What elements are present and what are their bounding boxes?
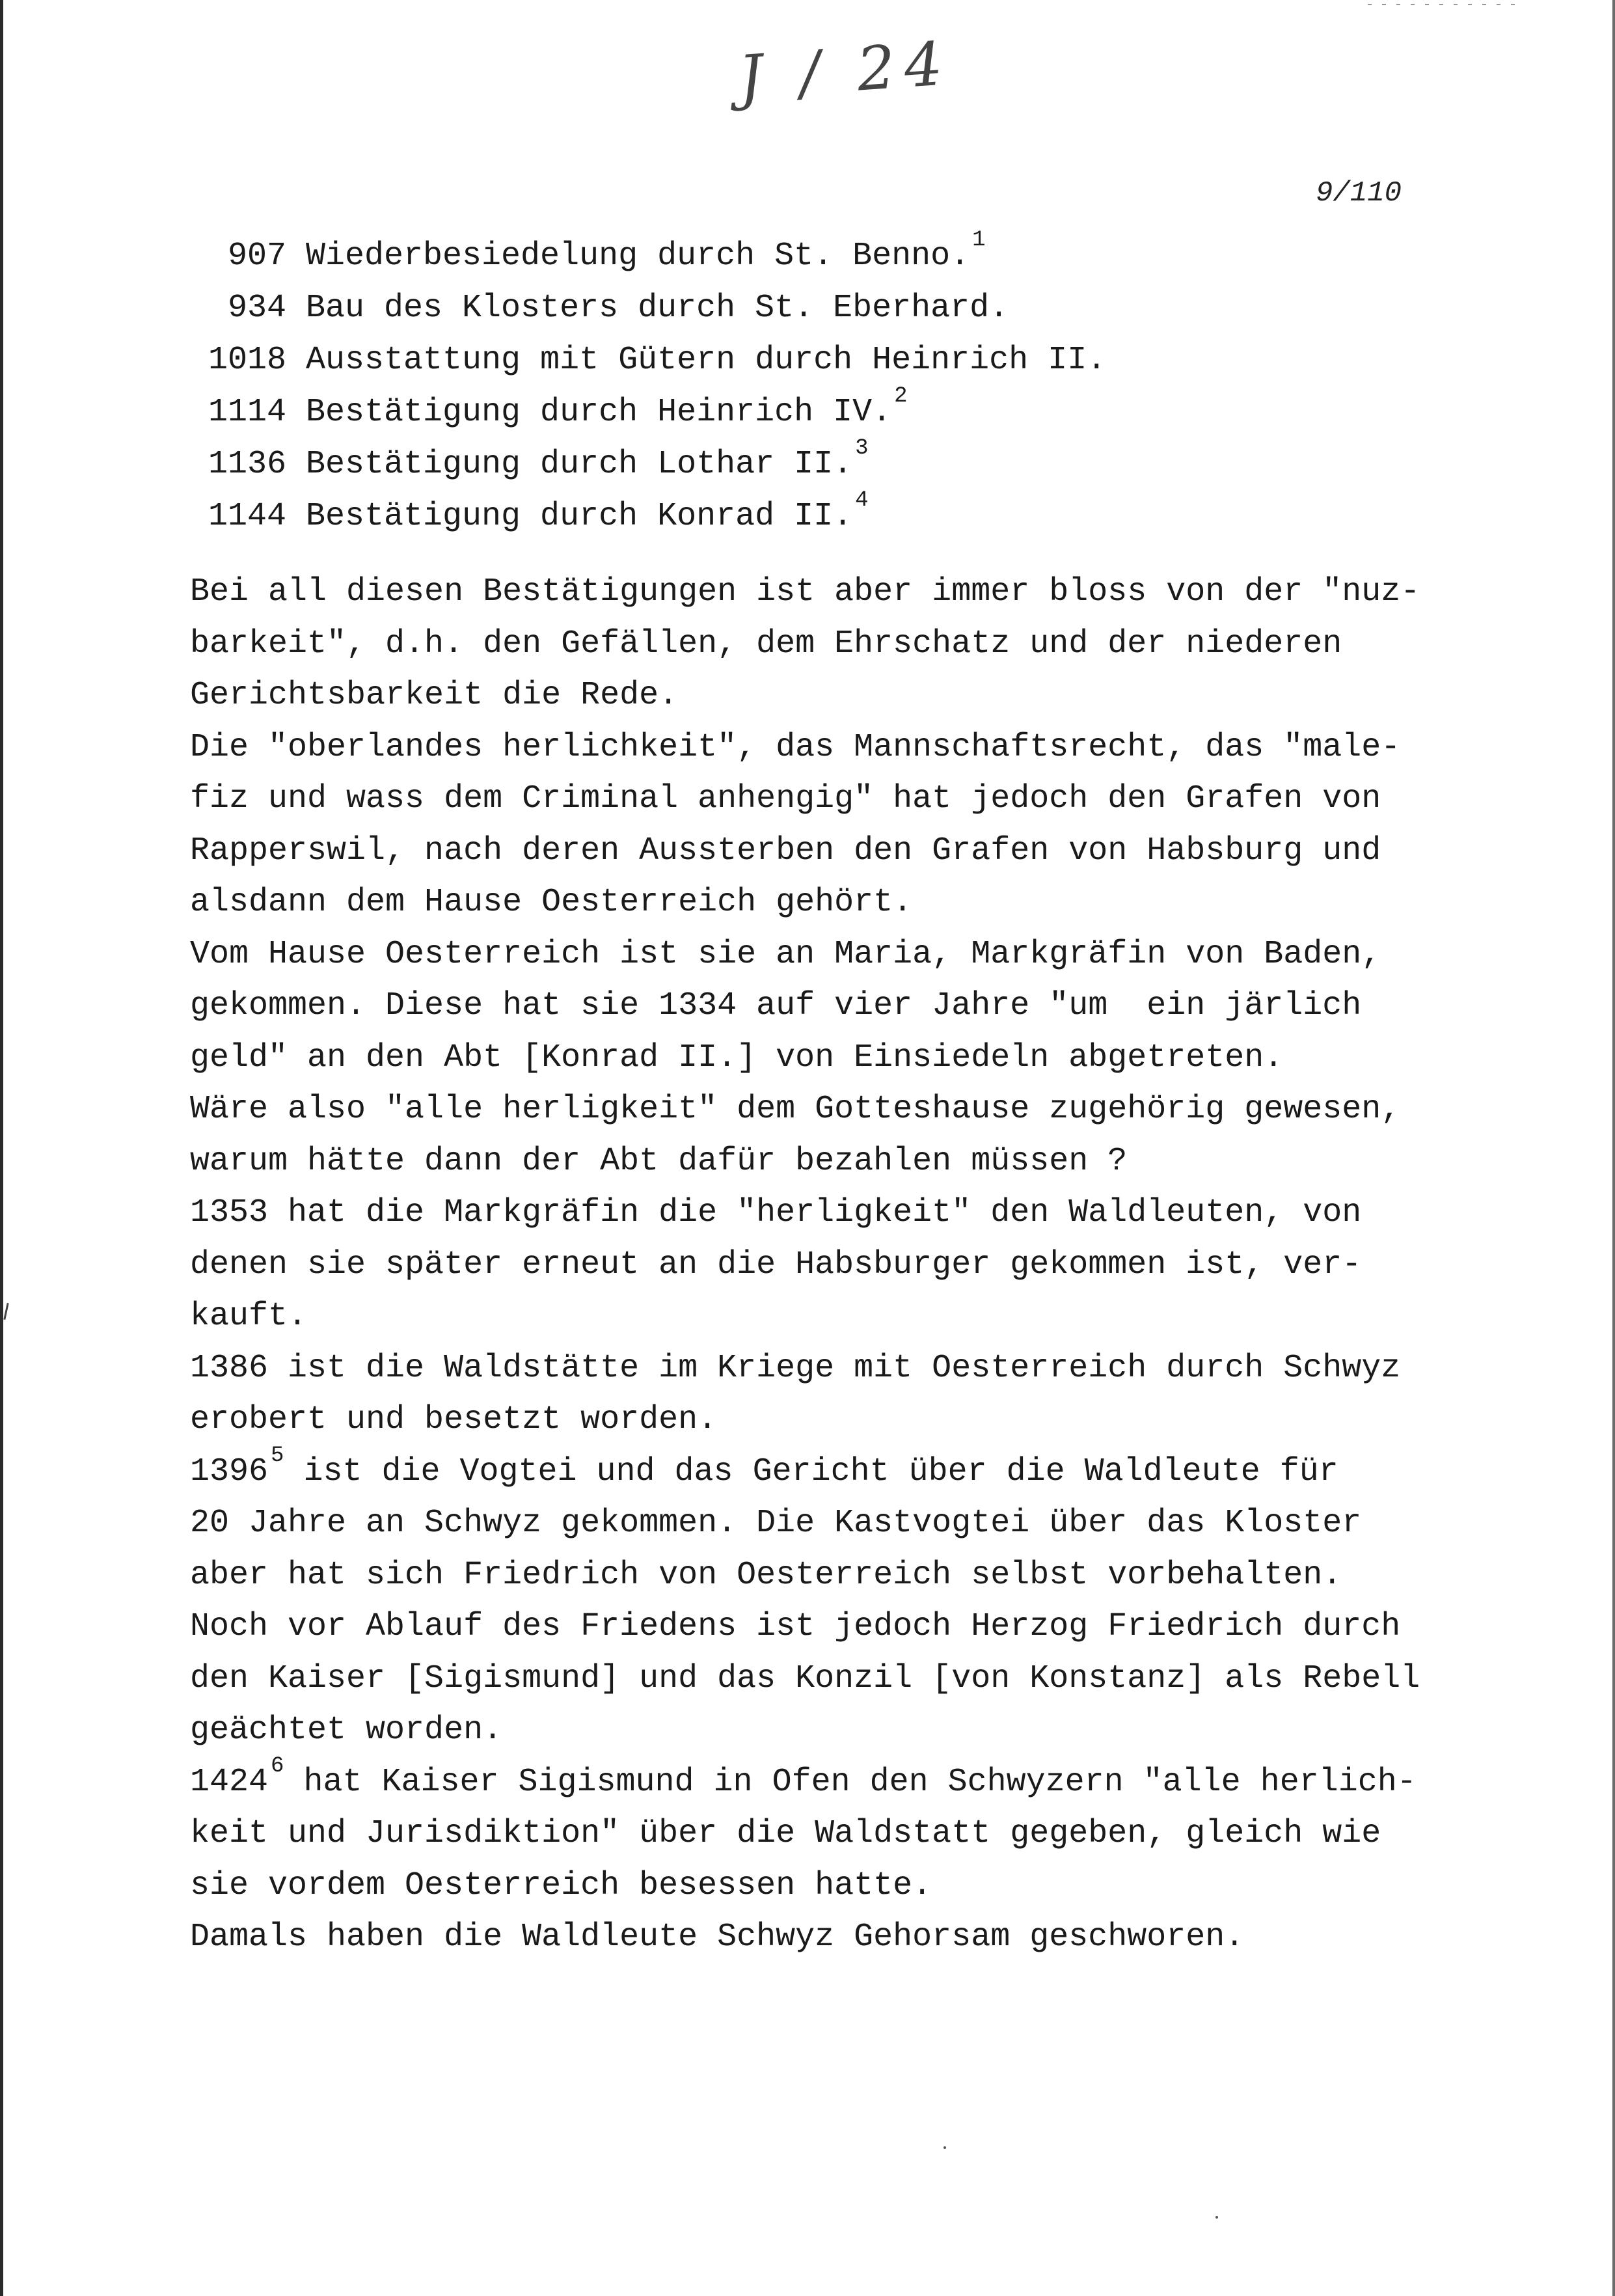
text-line: den Kaiser [Sigismund] und das Konzil [von Konstanz] als Rebell	[190, 1660, 1420, 1697]
body-paragraphs	[190, 566, 1465, 1963]
chronology-entry	[190, 384, 1106, 446]
text-line: Rapperswil, nach deren Aussterben den Grafen von Habsburg und	[190, 832, 1381, 869]
chronology-entry	[190, 228, 1106, 290]
text-line: 1396 $^5$ ist die Vogtei und das Gericht über die Waldleute für	[190, 1443, 1338, 1490]
text-line: geächtet worden.	[190, 1712, 503, 1749]
text-line: barkeit", d.h. den Gefällen, dem Ehrschatz und der niederen	[190, 625, 1342, 663]
handwritten-mark: J / 24	[736, 28, 954, 113]
chronology-entry	[190, 342, 1106, 394]
text-line: kauft.	[190, 1298, 308, 1335]
entry-text: Wiederbesiedelung durch St. Benno. $^1$	[306, 228, 986, 275]
year-1396: 1396	[190, 1453, 269, 1490]
scan-right-edge	[1612, 0, 1615, 2296]
entry-year: 907	[227, 238, 286, 275]
text-line: denen sie später erneut an die Habsburger gekommen ist, ver-	[190, 1246, 1362, 1283]
text-line: gekommen. Diese hat sie 1334 auf vier Jahre "um ein järlich	[190, 987, 1362, 1024]
chronology-entry	[190, 488, 1106, 550]
text-line: warum hätte dann der Abt dafür bezahlen müssen ?	[190, 1142, 1128, 1180]
chronology-entry	[190, 436, 1106, 498]
text-line: Die "oberlandes herlichkeit", das Mannschaftsrecht, das "male-	[190, 728, 1401, 766]
entry-year: 934	[227, 290, 286, 327]
entry-text: Bestätigung durch Heinrich IV. $^2$	[306, 384, 908, 431]
text-line: alsdann dem Hause Oesterreich gehört.	[190, 884, 913, 921]
stray-mark	[3, 1303, 8, 1320]
entry-year: 1018	[208, 342, 286, 379]
footnote-marker: 6	[271, 1753, 284, 1779]
text-line: fiz und wass dem Criminal anhengig" hat jedoch den Grafen von	[190, 780, 1381, 817]
text-line: Bei all diesen Bestätigungen ist aber immer bloss von der "nuz-	[190, 573, 1420, 610]
text-line: sie vordem Oesterreich besessen hatte.	[190, 1866, 932, 1904]
entry-text: Bau des Klosters durch St. Eberhard.	[306, 290, 1009, 327]
text-line: 1424 $^6$ hat Kaiser Sigismund in Ofen den Schwyzern "alle herlich-	[190, 1753, 1417, 1801]
text-line: Vom Hause Oesterreich ist sie an Maria, Markgräfin von Baden,	[190, 935, 1381, 973]
text-line: aber hat sich Friedrich von Oesterreich selbst vorbehalten.	[190, 1556, 1342, 1594]
page-number: 9/110	[1316, 177, 1402, 210]
entry-year: 1136	[208, 446, 286, 483]
footnote-marker: 1	[972, 228, 986, 253]
text-line: 1386 ist die Waldstätte im Kriege mit Oesterreich durch Schwyz	[190, 1349, 1401, 1387]
text-line: keit und Jurisdiktion" über die Waldstatt gegeben, gleich wie	[190, 1815, 1381, 1852]
chronology-entry	[190, 290, 1106, 342]
speck	[943, 2146, 946, 2149]
footnote-marker: 4	[855, 488, 869, 513]
scan-noise	[1368, 4, 1517, 5]
entry-text: Bestätigung durch Konrad II. $^4$	[306, 488, 869, 535]
scan-left-edge	[0, 0, 3, 2296]
entry-text: Bestätigung durch Lothar II. $^3$	[306, 436, 869, 483]
text-line: geld" an den Abt [Konrad II.] von Einsiedeln abgetreten.	[190, 1039, 1284, 1076]
text-line: Noch vor Ablauf des Friedens ist jedoch Herzog Friedrich durch	[190, 1608, 1401, 1645]
chronology-list	[190, 228, 1107, 550]
entry-year: 1144	[208, 498, 286, 535]
text-line: Damals haben die Waldleute Schwyz Gehorsam geschworen.	[190, 1919, 1245, 1956]
year-1424: 1424	[190, 1763, 269, 1801]
text-line: 1353 hat die Markgräfin die "herligkeit" den Waldleuten, von	[190, 1194, 1362, 1231]
footnote-marker: 5	[271, 1443, 284, 1468]
entry-text: Ausstattung mit Gütern durch Heinrich II.	[306, 342, 1107, 379]
text-line: 20 Jahre an Schwyz gekommen. Die Kastvogtei über das Kloster	[190, 1505, 1362, 1542]
text-line: Wäre also "alle herligkeit" dem Gotteshause zugehörig gewesen,	[190, 1091, 1401, 1128]
text-line: Gerichtsbarkeit die Rede.	[190, 677, 679, 714]
entry-year: 1114	[208, 394, 286, 431]
speck	[1215, 2216, 1218, 2219]
text-line: erobert und besetzt worden.	[190, 1401, 718, 1438]
footnote-marker: 3	[855, 436, 869, 461]
footnote-marker: 2	[894, 384, 908, 409]
